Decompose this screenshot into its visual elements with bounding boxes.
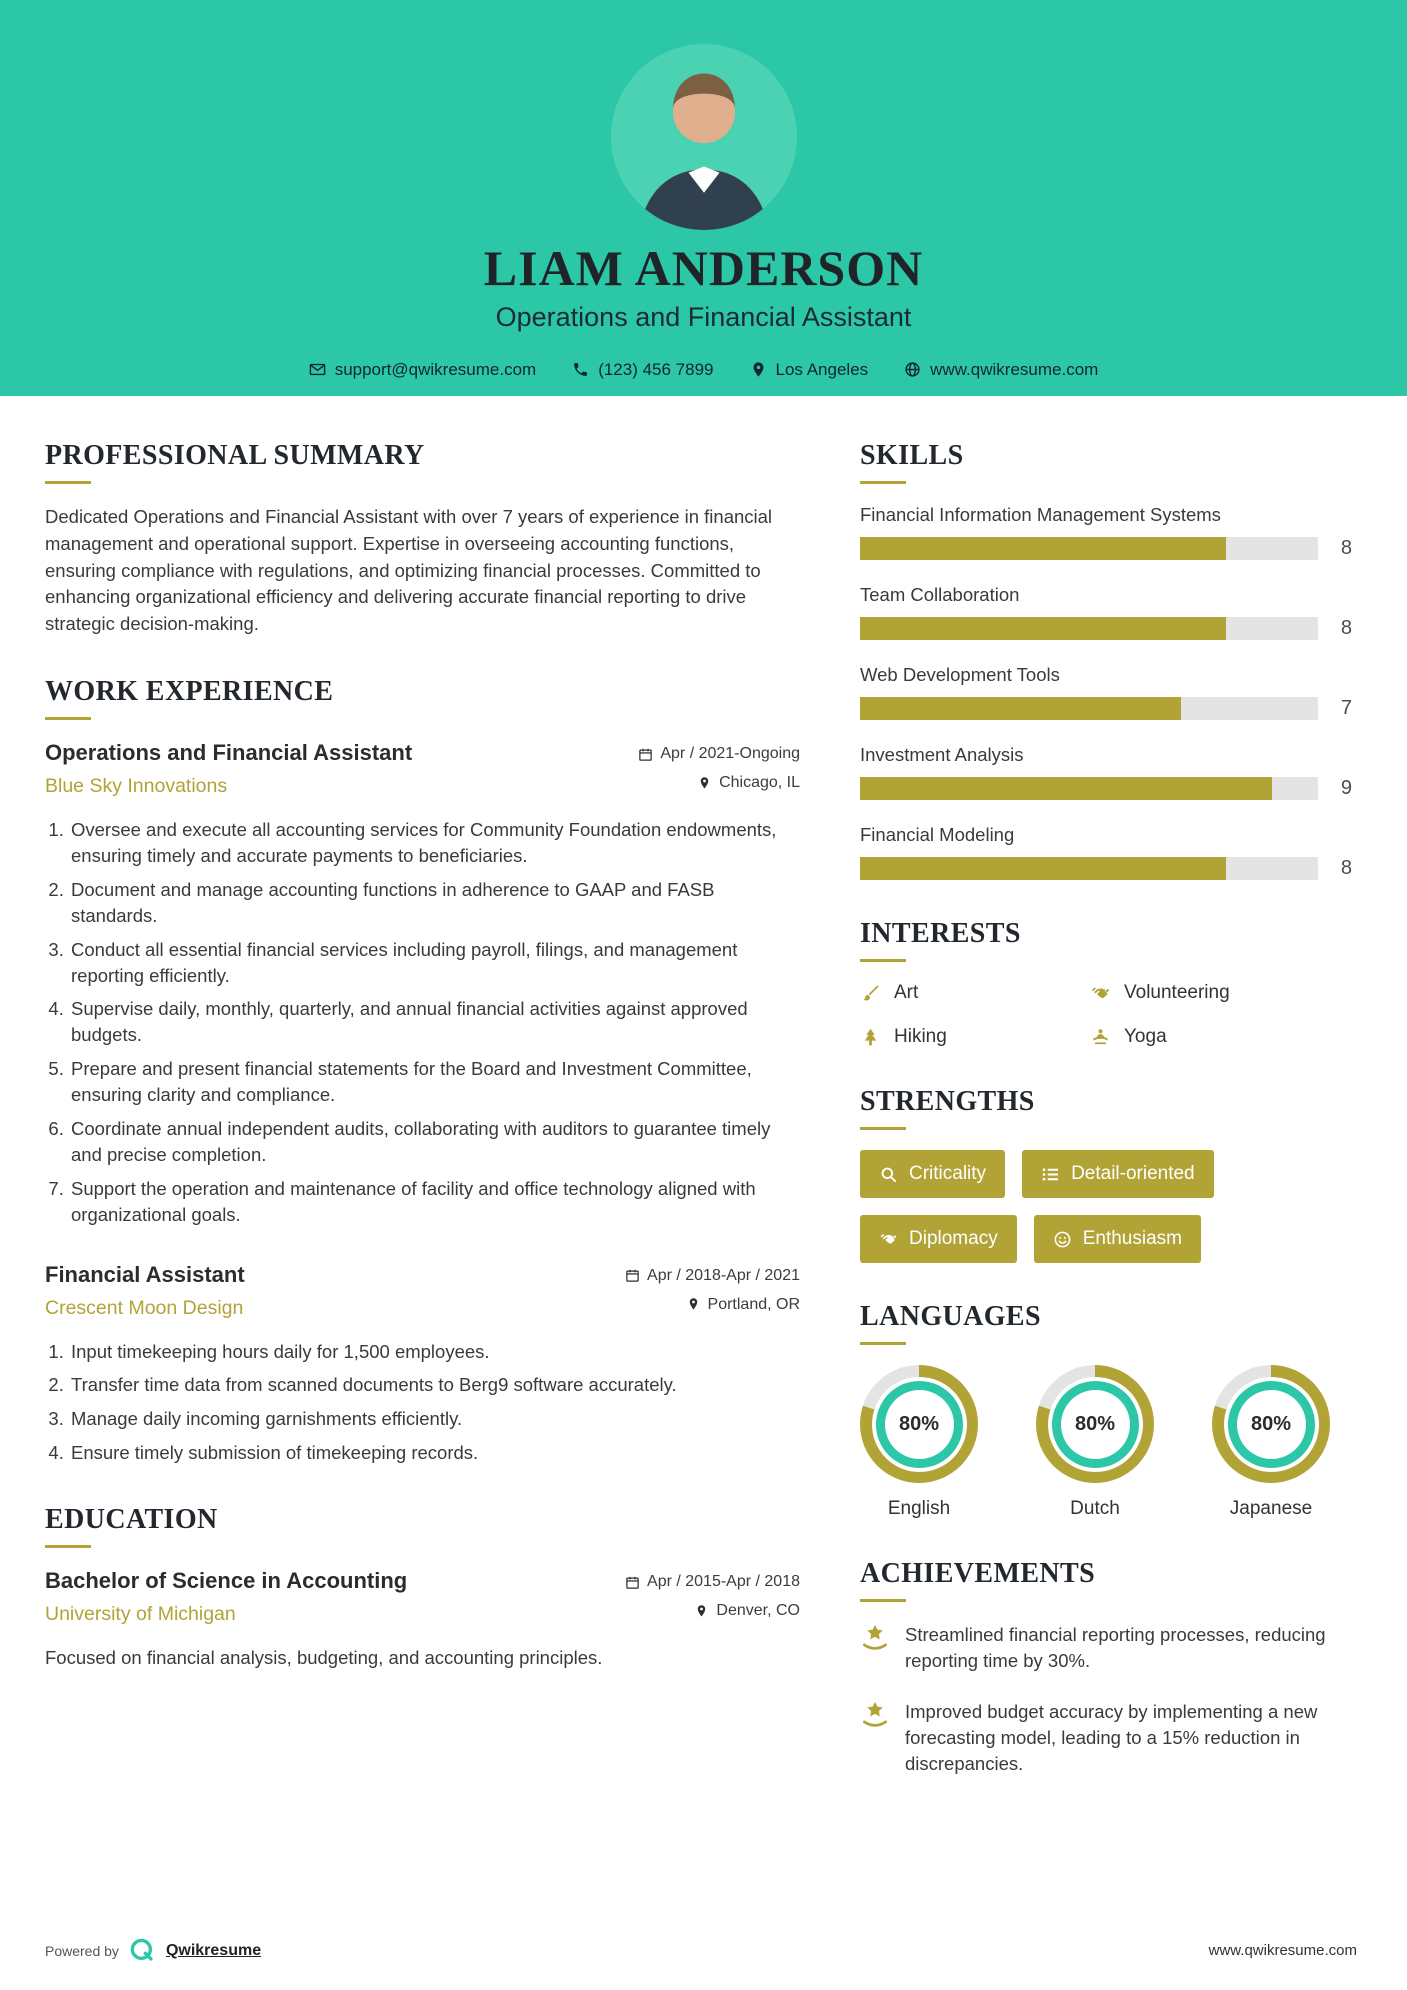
- yoga-icon: [1090, 1027, 1111, 1048]
- job-bullet-list: [45, 1339, 800, 1467]
- interests-heading: INTERESTS: [860, 918, 1021, 949]
- contact-email-text: support@qwikresume.com: [334, 359, 537, 379]
- achievement-item: [860, 1699, 1352, 1778]
- handshake-icon: [879, 1230, 898, 1249]
- skill-name: Financial Information Management Systems: [860, 504, 1221, 525]
- skill-name: Web Development Tools: [860, 664, 1060, 685]
- skill-bar: [860, 537, 1318, 560]
- education-description: Focused on financial analysis, budgeting, and accounting principles.: [45, 1647, 603, 1669]
- job-dates: [625, 1267, 800, 1285]
- education-heading: EDUCATION: [45, 1504, 218, 1536]
- job-meta: [638, 740, 800, 803]
- job-bullet: 2. Transfer time data from scanned documents to Berg9 software accurately.: [69, 1372, 800, 1398]
- skill-item: [860, 664, 1352, 720]
- job-company: Blue Sky Innovations: [45, 775, 228, 798]
- job-bullet: 4. Supervise daily, monthly, quarterly, and annual financial activities against approved budgets.: [69, 996, 800, 1048]
- strength-label: Detail-oriented: [1071, 1163, 1195, 1184]
- strengths-heading: STRENGTHS: [860, 1086, 1035, 1117]
- contact-website-text: www.qwikresume.com: [930, 359, 1099, 379]
- skill-bar-fill: [860, 617, 1226, 640]
- footer-website[interactable]: www.qwikresume.com: [1208, 1942, 1357, 1959]
- interest-item: [860, 982, 1090, 1004]
- interest-item: [1090, 1026, 1352, 1048]
- heading-rule: [860, 1127, 906, 1130]
- job-bullet: 1. Oversee and execute all accounting services for Community Foundation endowments, ensuring timely and accurate payments to beneficiaries.: [69, 817, 800, 869]
- handshake-icon: [1090, 983, 1111, 1004]
- calendar-icon: [638, 747, 653, 762]
- header: [0, 0, 1407, 396]
- job-bullet-list: [45, 817, 800, 1227]
- smiley-icon: [1053, 1230, 1072, 1249]
- strength-badge-enthusiasm: [1034, 1215, 1201, 1263]
- section-skills: [860, 440, 1352, 880]
- job-location-text: Chicago, IL: [719, 774, 800, 792]
- award-icon: [860, 1623, 890, 1653]
- experience-heading: WORK EXPERIENCE: [45, 676, 334, 708]
- skill-bar-fill: [860, 857, 1226, 880]
- pin-icon: [750, 361, 767, 378]
- language-name: English: [887, 1498, 951, 1519]
- job-dates: [638, 745, 800, 763]
- strength-label: Enthusiasm: [1082, 1228, 1182, 1249]
- heading-rule: [860, 1342, 906, 1345]
- languages-heading: LANGUAGES: [860, 1301, 1041, 1332]
- contact-row: [309, 360, 1099, 380]
- tree-icon: [860, 1027, 881, 1048]
- achievement-item: [860, 1622, 1352, 1675]
- language-donut: [1212, 1365, 1330, 1483]
- language-item: [1036, 1365, 1154, 1520]
- left-column: [45, 440, 800, 1815]
- skill-bar-fill: [860, 697, 1181, 720]
- strength-label: Criticality: [909, 1163, 987, 1184]
- job-bullet: 5. Prepare and present financial statements for the Board and Investment Committee, ensuring clarity and compliance.: [69, 1056, 800, 1108]
- globe-icon: [904, 361, 921, 378]
- contact-location-text: Los Angeles: [775, 359, 869, 379]
- skill-name: Team Collaboration: [860, 584, 1020, 605]
- pin-icon: [697, 776, 712, 791]
- achievements-heading: ACHIEVEMENTS: [860, 1558, 1096, 1589]
- education-dates-text: Apr / 2015-Apr / 2018: [647, 1573, 800, 1591]
- qwikresume-logo-icon: [129, 1937, 156, 1964]
- strength-badge-detail-oriented: [1022, 1150, 1214, 1198]
- heading-rule: [45, 717, 91, 720]
- language-donut: [860, 1365, 978, 1483]
- education-dates: [625, 1573, 800, 1591]
- paintbrush-icon: [860, 983, 881, 1004]
- job-dates-text: Apr / 2021-Ongoing: [660, 745, 800, 763]
- award-icon: [860, 1700, 890, 1730]
- calendar-icon: [625, 1268, 640, 1283]
- interest-label: Art: [894, 982, 919, 1003]
- summary-text: Dedicated Operations and Financial Assistant with over 7 years of experience in financial management and operational support. Expertise in overseeing accounting functions, ensuring compliance with regulations, and optimizing financial processes. Committed to enhancing organizational efficiency and delivering accurate financial reporting to drive strategic decision-making.: [45, 506, 773, 635]
- skill-score: 8: [1340, 617, 1352, 639]
- language-percent: 80%: [1061, 1390, 1130, 1459]
- heading-rule: [860, 1599, 906, 1602]
- heading-rule: [860, 959, 906, 962]
- education-school: University of Michigan: [45, 1603, 236, 1626]
- skill-bar: [860, 617, 1318, 640]
- footer: [45, 1937, 1357, 1964]
- calendar-icon: [625, 1575, 640, 1590]
- job-header: [45, 1262, 800, 1325]
- job-entry: [45, 1262, 800, 1467]
- contact-phone: [572, 360, 713, 380]
- brand-link[interactable]: Qwikresume: [165, 1941, 262, 1959]
- language-donut: [1036, 1365, 1154, 1483]
- skill-item: [860, 504, 1352, 560]
- powered-by: [45, 1937, 261, 1964]
- job-meta: [625, 1262, 800, 1325]
- language-percent: 80%: [885, 1390, 954, 1459]
- summary-heading: PROFESSIONAL SUMMARY: [45, 440, 425, 471]
- list-icon: [1041, 1165, 1060, 1184]
- envelope-icon: [309, 361, 326, 378]
- skill-bar: [860, 857, 1318, 880]
- job-title: Operations and Financial Assistant: [45, 740, 413, 766]
- job-location: [625, 1296, 800, 1314]
- main-content: [0, 396, 1407, 1815]
- interest-label: Yoga: [1124, 1026, 1167, 1047]
- job-dates-text: Apr / 2018-Apr / 2021: [647, 1266, 800, 1284]
- section-education: [45, 1504, 800, 1671]
- job-entry: [45, 740, 800, 1227]
- skill-score: 9: [1340, 777, 1352, 799]
- section-interests: [860, 918, 1352, 1048]
- pin-icon: [686, 1297, 701, 1312]
- skill-name: Financial Modeling: [860, 824, 1015, 845]
- education-degree: Bachelor of Science in Accounting: [45, 1568, 408, 1594]
- skill-bar: [860, 777, 1318, 800]
- job-bullet: 1. Input timekeeping hours daily for 1,500 employees.: [69, 1339, 800, 1365]
- job-bullet: 3. Manage daily incoming garnishments efficiently.: [69, 1406, 800, 1432]
- heading-rule: [45, 1545, 91, 1548]
- contact-website[interactable]: [904, 360, 1098, 380]
- skill-score: 7: [1340, 697, 1352, 719]
- contact-location: [750, 360, 869, 380]
- skill-item: [860, 824, 1352, 880]
- search-icon: [879, 1165, 898, 1184]
- job-location: [638, 774, 800, 792]
- education-location: [625, 1602, 800, 1620]
- language-name: Dutch: [1070, 1498, 1120, 1519]
- right-column: [860, 440, 1352, 1815]
- skills-heading: SKILLS: [860, 440, 964, 471]
- strength-badge-diplomacy: [860, 1215, 1017, 1263]
- skill-item: [860, 584, 1352, 640]
- job-header: [45, 740, 800, 803]
- skill-name: Investment Analysis: [860, 744, 1024, 765]
- interest-item: [860, 1026, 1090, 1048]
- powered-by-label: Powered by: [45, 1942, 119, 1959]
- skill-bar: [860, 697, 1318, 720]
- section-experience: [45, 676, 800, 1466]
- education-entry: [45, 1568, 800, 1671]
- interest-item: [1090, 982, 1352, 1004]
- job-bullet: 6. Coordinate annual independent audits, collaborating with auditors to guarantee timely and precise completion.: [69, 1116, 800, 1168]
- skill-score: 8: [1340, 537, 1352, 559]
- skill-bar-fill: [860, 777, 1272, 800]
- person-job-title: Operations and Financial Assistant: [495, 301, 912, 332]
- language-item: [1212, 1365, 1330, 1520]
- job-bullet: 2. Document and manage accounting functions in adherence to GAAP and FASB standards.: [69, 877, 800, 929]
- heading-rule: [860, 481, 906, 484]
- interest-label: Hiking: [894, 1026, 947, 1047]
- contact-phone-text: (123) 456 7899: [598, 359, 714, 379]
- strength-label: Diplomacy: [909, 1228, 998, 1249]
- language-percent: 80%: [1237, 1390, 1306, 1459]
- job-location-text: Portland, OR: [707, 1295, 800, 1313]
- job-company: Crescent Moon Design: [45, 1296, 244, 1319]
- job-bullet: 4. Ensure timely submission of timekeeping records.: [69, 1440, 800, 1466]
- achievement-text: Improved budget accuracy by implementing a new forecasting model, leading to a 15% reduction in discrepancies.: [905, 1700, 1318, 1775]
- education-header: [45, 1568, 800, 1631]
- phone-icon: [572, 361, 589, 378]
- section-summary: [45, 440, 800, 638]
- education-meta: [625, 1568, 800, 1631]
- avatar: [611, 44, 797, 230]
- section-achievements: [860, 1558, 1352, 1777]
- contact-email[interactable]: [309, 360, 537, 380]
- language-item: [860, 1365, 978, 1520]
- language-name: Japanese: [1229, 1498, 1313, 1519]
- heading-rule: [45, 481, 91, 484]
- person-name: LIAM ANDERSON: [483, 240, 924, 296]
- pin-icon: [694, 1604, 709, 1619]
- job-bullet: 7. Support the operation and maintenance of facility and office technology aligned with organizational goals.: [69, 1176, 800, 1228]
- job-title: Financial Assistant: [45, 1261, 245, 1287]
- skill-item: [860, 744, 1352, 800]
- job-bullet: 3. Conduct all essential financial services including payroll, filings, and management reporting efficiently.: [69, 937, 800, 989]
- achievement-text: Streamlined financial reporting processes, reducing reporting time by 30%.: [905, 1624, 1326, 1672]
- skill-bar-fill: [860, 537, 1226, 560]
- education-location-text: Denver, CO: [716, 1602, 800, 1620]
- section-strengths: [860, 1086, 1352, 1263]
- avatar-photo-placeholder: [611, 44, 797, 230]
- strength-badge-criticality: [860, 1150, 1005, 1198]
- skill-score: 8: [1340, 857, 1352, 879]
- section-languages: [860, 1301, 1352, 1520]
- interest-label: Volunteering: [1124, 982, 1230, 1003]
